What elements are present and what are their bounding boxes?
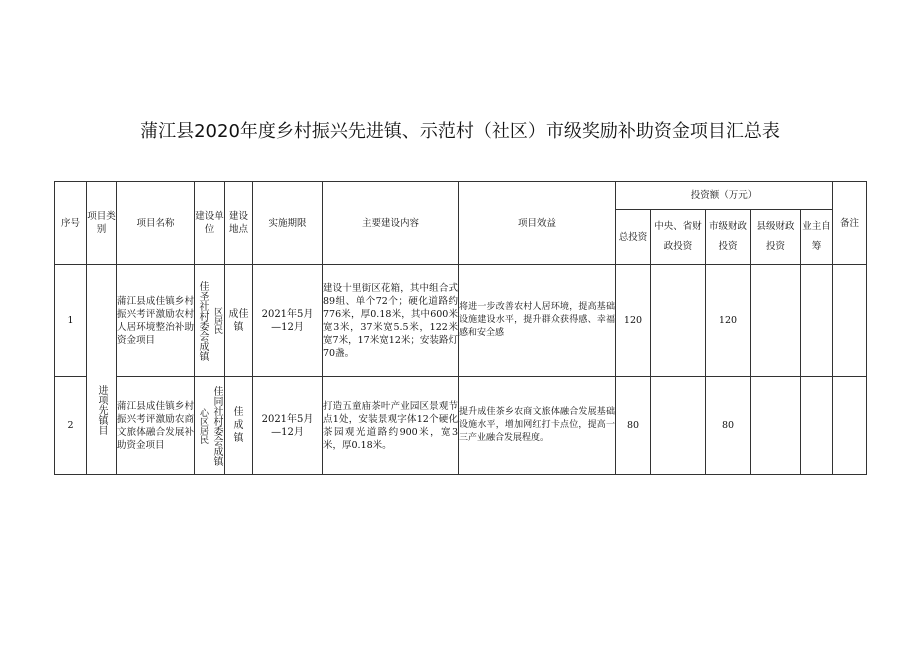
notes xyxy=(833,377,867,475)
header-content: 主要建设内容 xyxy=(323,182,459,265)
main-content: 建设十里街区花箱，其中组合式89组、单个72个；硬化道路约776米，厚0.18米，其中600米宽3米，37米宽5.5米，122米宽7米，17米宽12米；安装路灯70盏。 xyxy=(323,265,459,377)
table-row xyxy=(55,265,867,377)
project-benefit: 将进一步改善农村人居环境，提高基础设施建设水平，提升群众获得感、幸福感和安全感 xyxy=(459,265,616,377)
county-investment xyxy=(751,265,801,377)
header-period: 实施期限 xyxy=(253,182,323,265)
table-row xyxy=(55,377,867,475)
central-provincial-investment xyxy=(651,265,706,377)
municipal-investment: 80 xyxy=(706,377,751,475)
unit-vertical: 佳圣社村委会成镇 xyxy=(196,280,208,361)
header-total: 总投资 xyxy=(616,210,651,265)
period: 2021年5月 —12月 xyxy=(253,265,323,377)
header-municipal: 市级财政 投资 xyxy=(706,210,751,265)
header-investment-group: 投资额（万元） xyxy=(616,182,833,210)
self-raised-investment xyxy=(801,265,833,377)
unit-cell xyxy=(195,265,225,377)
location-cell xyxy=(225,377,253,475)
unit-extra: 心区居民 xyxy=(197,407,208,444)
header-row-1 xyxy=(55,182,867,210)
header-name: 项目名称 xyxy=(117,182,195,265)
header-self-raised: 业主自 筹 xyxy=(801,210,833,265)
row-seq: 1 xyxy=(55,265,87,377)
header-unit: 建设单 位 xyxy=(195,182,225,265)
project-name: 蒲江县成佳镇乡村振兴考评激励农村人居环境整治补助资金项目 xyxy=(117,265,195,377)
unit-vertical: 佳同社村委会成镇 xyxy=(211,385,223,466)
municipal-investment: 120 xyxy=(706,265,751,377)
unit-cell xyxy=(195,377,225,475)
header-county: 县级财政 投资 xyxy=(751,210,801,265)
main-content: 打造五童庙茶叶产业园区景观节点1处，安装景观字体12个硬化茶园观光道路约900米，宽3米，厚0.18米。 xyxy=(323,377,459,475)
period: 2021年5月 —12月 xyxy=(253,377,323,475)
central-provincial-investment xyxy=(651,377,706,475)
header-category: 项目类 别 xyxy=(87,182,117,265)
total-investment: 80 xyxy=(616,377,651,475)
total-investment: 120 xyxy=(616,265,651,377)
row-seq: 2 xyxy=(55,377,87,475)
header-notes: 备注 xyxy=(833,182,867,265)
category-label: 进项先镇目 xyxy=(96,384,107,435)
page-title: 蒲江县2020年度乡村振兴先进镇、示范村（社区）市级奖励补助资金项目汇总表 xyxy=(140,121,780,142)
category-cell xyxy=(87,265,117,475)
location: 成佳镇 xyxy=(225,265,253,377)
notes xyxy=(833,265,867,377)
project-benefit: 提升成佳茶乡农商文旅体融合发展基础设施水平，增加网红打卡点位，提高一三产业融合发展程度。 xyxy=(459,377,616,475)
header-seq: 序号 xyxy=(55,182,87,265)
county-investment xyxy=(751,377,801,475)
header-benefit: 项目效益 xyxy=(459,182,616,265)
self-raised-investment xyxy=(801,377,833,475)
unit-extra: 区居民 xyxy=(212,307,223,334)
project-name: 蒲江县成佳镇乡村振兴考评激励农商文旅体融合发展补助资金项目 xyxy=(117,377,195,475)
header-location: 建设 地点 xyxy=(225,182,253,265)
location: 佳成镇 xyxy=(233,407,244,444)
summary-table xyxy=(54,181,867,475)
header-central-provincial: 中央、省财 政投资 xyxy=(651,210,706,265)
